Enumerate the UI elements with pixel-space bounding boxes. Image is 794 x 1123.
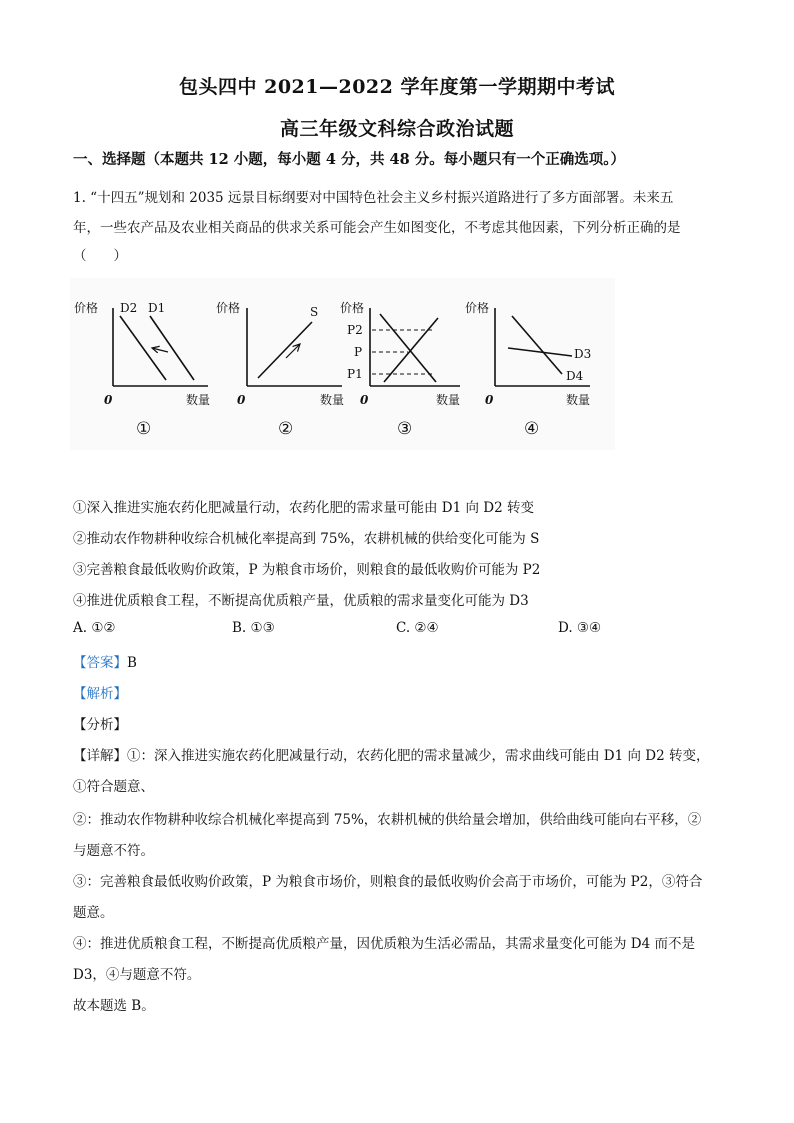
conclusion: 故本题选 B。 [73,998,155,1014]
curve-s [258,322,312,378]
x-axis-label: 数量 [186,393,211,407]
panel-label-1: ① [136,419,152,439]
detail-line-3: ②：推动农作物耕种收综合机械化率提高到 75%，农耕机械的供给量会增加，供给曲线可能向右平移，② [73,812,702,828]
panel-label-2: ② [278,419,294,439]
y-axis-label: 价格 [216,301,241,315]
analysis-tag: 【解析】 [73,686,127,702]
detail-line-6: 题意。 [73,905,114,921]
panel-label-3: ③ [397,419,413,439]
question-line-2: 年，一些农产品及农业相关商品的供求关系可能会产生如图变化，不考虑其他因素，下列分析正确的是 [73,220,681,236]
statement-2: ②推动农作物耕种收综合机械化率提高到 75%，农耕机械的供给变化可能为 S [73,531,540,547]
option-c: C. ②④ [396,620,439,636]
origin-label: 0 [485,393,494,407]
detail-line-7: ④：推进优质粮食工程，不断提高优质粮产量，因优质粮为生活必需品，其需求量变化可能为 D4 而不是 [73,936,695,952]
x-axis-label: 数量 [566,393,591,407]
label-p: P [354,345,363,359]
panel-3 [340,300,460,439]
supply-demand-figure [70,278,615,450]
detail-line-8: D3，④与题意不符。 [73,967,201,983]
label-d2: D2 [120,301,138,315]
y-axis-label: 价格 [340,301,365,315]
statement-1: ①深入推进实施农药化肥减量行动，农药化肥的需求量可能由 D1 向 D2 转变 [73,500,534,516]
section-heading: 一、选择题（本题共 12 小题，每小题 4 分，共 48 分。每小题只有一个正确选项。） [73,151,625,168]
statement-4: ④推进优质粮食工程，不断提高优质粮产量，优质粮的需求量变化可能为 D3 [73,593,529,609]
answer-line [73,651,137,671]
answer-value: B [127,655,137,671]
x-axis-label: 数量 [320,393,345,407]
curve-d4 [512,316,562,374]
y-axis-label: 价格 [465,301,490,315]
answer-tag: 【答案】 [73,655,127,671]
option-d: D. ③④ [558,620,602,636]
shift-arrow [152,348,168,352]
question-line-1: 1. “十四五”规划和 2035 远景目标纲要对中国特色社会主义乡村振兴道路进行了多方面部署。未来五 [73,190,674,206]
detail-text-1: ①：深入推进实施农药化肥减量行动，农药化肥的需求量减少，需求曲线可能由 D1 向 D2 转变， [127,748,710,764]
option-a: A. ①② [73,620,116,636]
label-p1: P1 [347,367,363,381]
panel-1 [74,300,210,439]
panel-4 [465,300,591,439]
origin-label: 0 [237,393,246,407]
exam-subtitle: 高三年级文科综合政治试题 [279,118,514,140]
label-s: S [310,305,319,319]
question-line-3: （ ） [73,248,127,264]
label-d4: D4 [566,369,584,383]
exam-title: 包头四中 2021—2022 学年度第一学期期中考试 [179,76,615,98]
label-d3: D3 [574,347,592,361]
option-b: B. ①③ [232,620,275,636]
demand-curve [380,314,436,382]
detail-line-4: 与题意不符。 [73,843,154,859]
curve-d2 [120,316,166,380]
detail-line-2: ①符合题意、 [73,779,154,795]
label-p2: P2 [347,323,363,337]
y-axis-label: 价格 [74,301,99,315]
panel-label-4: ④ [524,419,540,439]
statement-3: ③完善粮食最低收购价政策，P 为粮食市场价，则粮食的最低收购价可能为 P2 [73,562,541,578]
x-axis-label: 数量 [436,393,461,407]
origin-label: 0 [104,393,113,407]
fenxi-tag: 【分析】 [73,717,127,733]
detail-line-1 [73,744,710,764]
label-d1: D1 [148,301,166,315]
detail-tag: 【详解】 [73,748,127,764]
origin-label: 0 [360,393,369,407]
panel-2 [216,300,344,439]
curve-d1 [150,316,194,380]
detail-line-5: ③：完善粮食最低收购价政策，P 为粮食市场价，则粮食的最低收购价会高于市场价，可能为 P2，③符合 [73,874,703,890]
